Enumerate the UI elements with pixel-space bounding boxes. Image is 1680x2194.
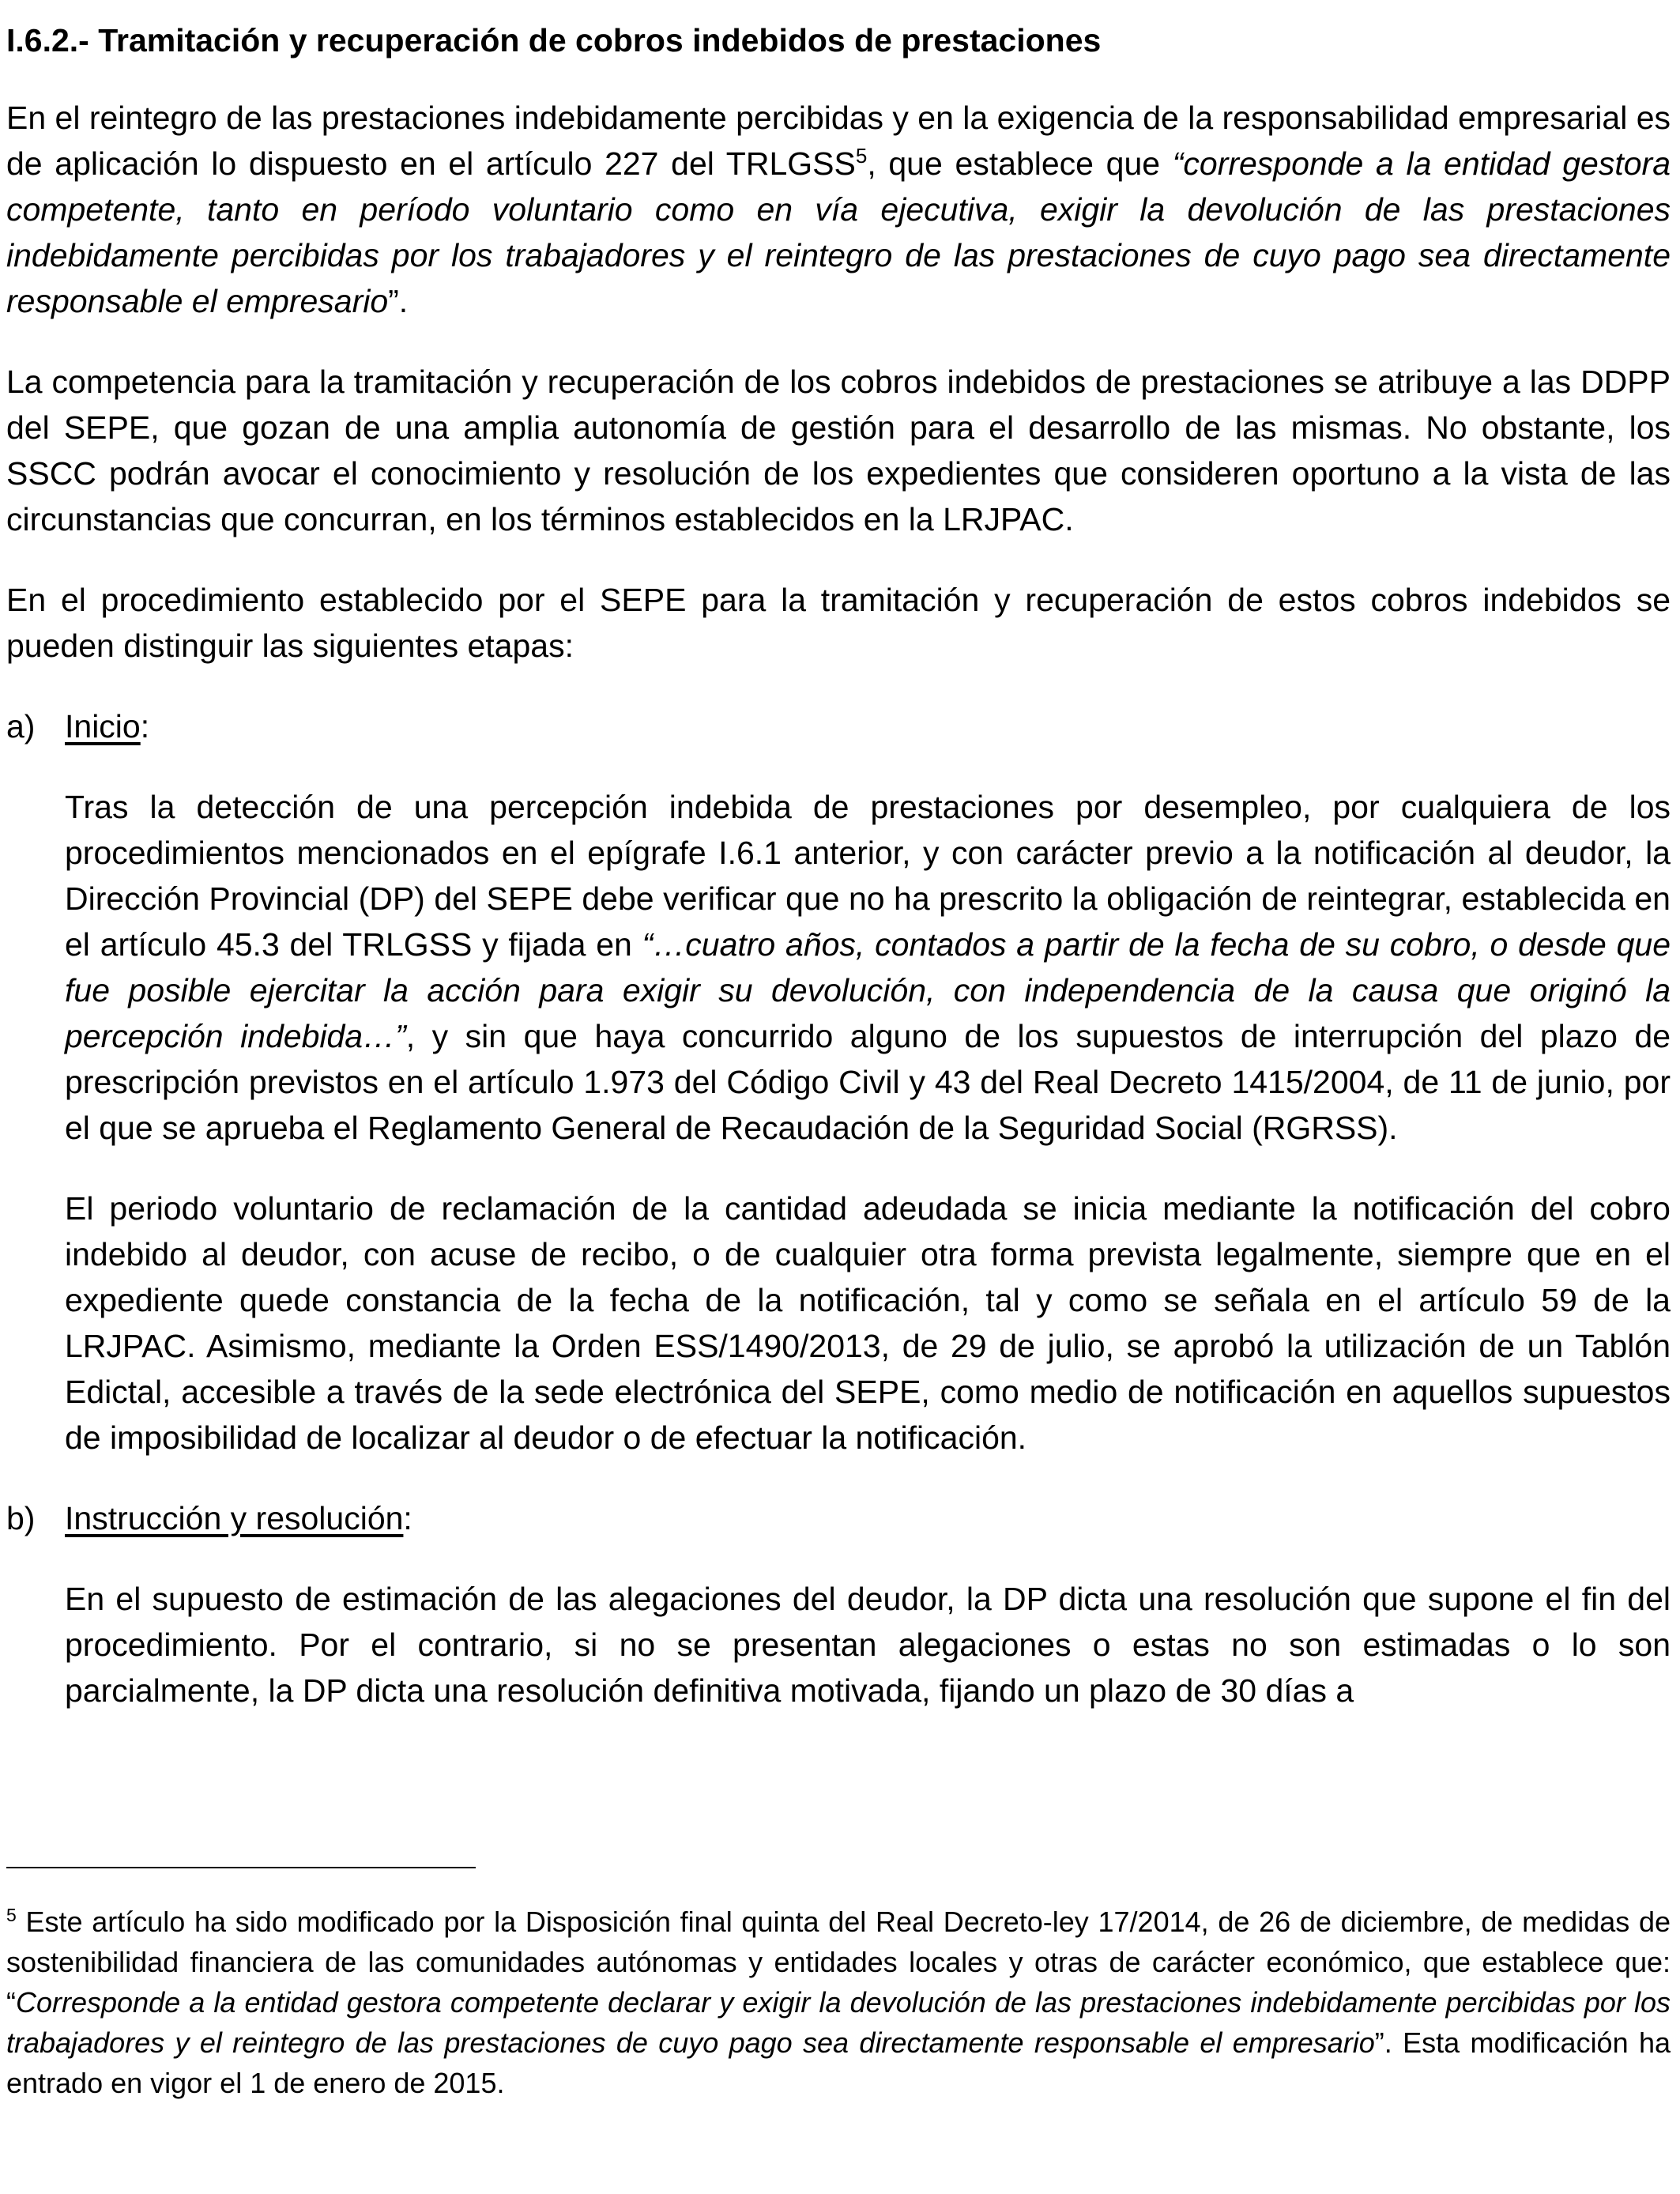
list-marker: b) xyxy=(6,1500,36,1536)
paragraph-text: Tras la detección de una percepción indebida de prestaciones por desempleo, por cualquiera de los procedimientos mencionados en el epígrafe I.6.1 anterior, y con carácter previo a la notificación al deudor, la Dirección Provincial (DP) del SEPE debe verificar que no ha prescrito la obligación de reintegrar, establecida en el artículo 45.3 del TRLGSS y fijada en xyxy=(65,789,1671,963)
footnote xyxy=(6,1902,1671,2103)
footnote-number: 5 xyxy=(6,1905,17,1925)
footnote-divider xyxy=(6,1867,476,1868)
paragraph-text: En el reintegro de las prestaciones indebidamente percibidas y en la exigencia de la responsabilidad empresarial es de aplicación lo dispuesto en el artículo 227 del TRLGSS xyxy=(6,100,1671,182)
paragraph-text: , y sin que haya concurrido alguno de los supuestos de interrupción del plazo de prescripción previstos en el artículo 1.973 del Código Civil y 43 del Real Decreto 1415/2004, de 11 de junio, por el que se aprueba el Reglamento General de Recaudación de la Seguridad Social (RGRSS). xyxy=(65,1018,1671,1146)
item-heading: Instrucción y resolución xyxy=(65,1500,404,1536)
paragraph-procedimiento: En el procedimiento establecido por el SEPE para la tramitación y recuperación de estos cobros indebidos se pueden distinguir las siguientes etapas: xyxy=(6,582,1671,664)
legal-quote: “…cuatro años, contados a partir de la fecha de su cobro, o desde que fue posible ejercitar la acción para exigir su devolución, con independencia de la causa que originó la percepción indebida…” xyxy=(65,926,1671,1054)
paragraph-instruccion: En el supuesto de estimación de las alegaciones del deudor, la DP dicta una resolución que supone el fin del procedimiento. Por el contrario, si no se presentan alegaciones o estas no son estimadas o lo son parcialmente, la DP dicta una resolución definitiva motivada, fijando un plazo de 30 días a xyxy=(65,1581,1671,1709)
paragraph-inicio-deteccion xyxy=(65,784,1671,1151)
list-item-inicio xyxy=(6,703,1671,749)
list-item-instruccion xyxy=(6,1495,1671,1541)
heading-colon: : xyxy=(140,708,150,745)
paragraph-text: , que establece que xyxy=(867,145,1173,182)
paragraph-reintegro xyxy=(6,95,1671,324)
section-title: I.6.2.- Tramitación y recuperación de cobros indebidos de prestaciones xyxy=(6,22,1102,58)
footnote-text: ”. Esta modificación ha entrado en vigor el 1 de enero de 2015. xyxy=(6,2026,1671,2099)
paragraph-inicio-periodo: El periodo voluntario de reclamación de la cantidad adeudada se inicia mediante la notificación del cobro indebido al deudor, con acuse de recibo, o de cualquier otra forma prevista legalmente, siempre que en el expediente quede constancia de la fecha de la notificación, tal y como se señala en el artículo 59 de la LRJPAC. Asimismo, mediante la Orden ESS/1490/2013, de 29 de julio, se aprobó la utilización de un Tablón Edictal, accesible a través de la sede electrónica del SEPE, como medio de notificación en aquellos supuestos de imposibilidad de localizar al deudor o de efectuar la notificación. xyxy=(65,1190,1671,1456)
document-page xyxy=(6,17,1671,1748)
footnote-quote: Corresponde a la entidad gestora competente declarar y exigir la devolución de las prestaciones indebidamente percibidas por los trabajadores y el reintegro de las prestaciones de cuyo pago sea directamente responsable el empresario xyxy=(6,1986,1671,2059)
item-heading: Inicio xyxy=(65,708,141,745)
heading-colon: : xyxy=(403,1500,412,1536)
footnote-text: Este artículo ha sido modificado por la Disposición final quinta del Real Decreto-ley 17/2014, de 26 de diciembre, de medidas de sostenibilidad financiera de las comunidades autónomas y entidades locales y otras de carácter económico, que establece que: “ xyxy=(6,1906,1671,2019)
paragraph-text: ”. xyxy=(388,283,409,319)
list-marker: a) xyxy=(6,708,36,745)
footnote-reference[interactable]: 5 xyxy=(855,144,868,168)
paragraph-competencia: La competencia para la tramitación y recuperación de los cobros indebidos de prestaciones se atribuye a las DDPP del SEPE, que gozan de una amplia autonomía de gestión para el desarrollo de las mismas. No obstante, los SSCC podrán avocar el conocimiento y resolución de los expedientes que consideren oportuno a la vista de las circunstancias que concurran, en los términos establecidos en la LRJPAC. xyxy=(6,364,1671,537)
legal-quote: “corresponde a la entidad gestora competente, tanto en período voluntario como en vía ejecutiva, exigir la devolución de las prestaciones indebidamente percibidas por los trabajadores y el reintegro de las prestaciones de cuyo pago sea directamente responsable el empresario xyxy=(6,145,1671,319)
